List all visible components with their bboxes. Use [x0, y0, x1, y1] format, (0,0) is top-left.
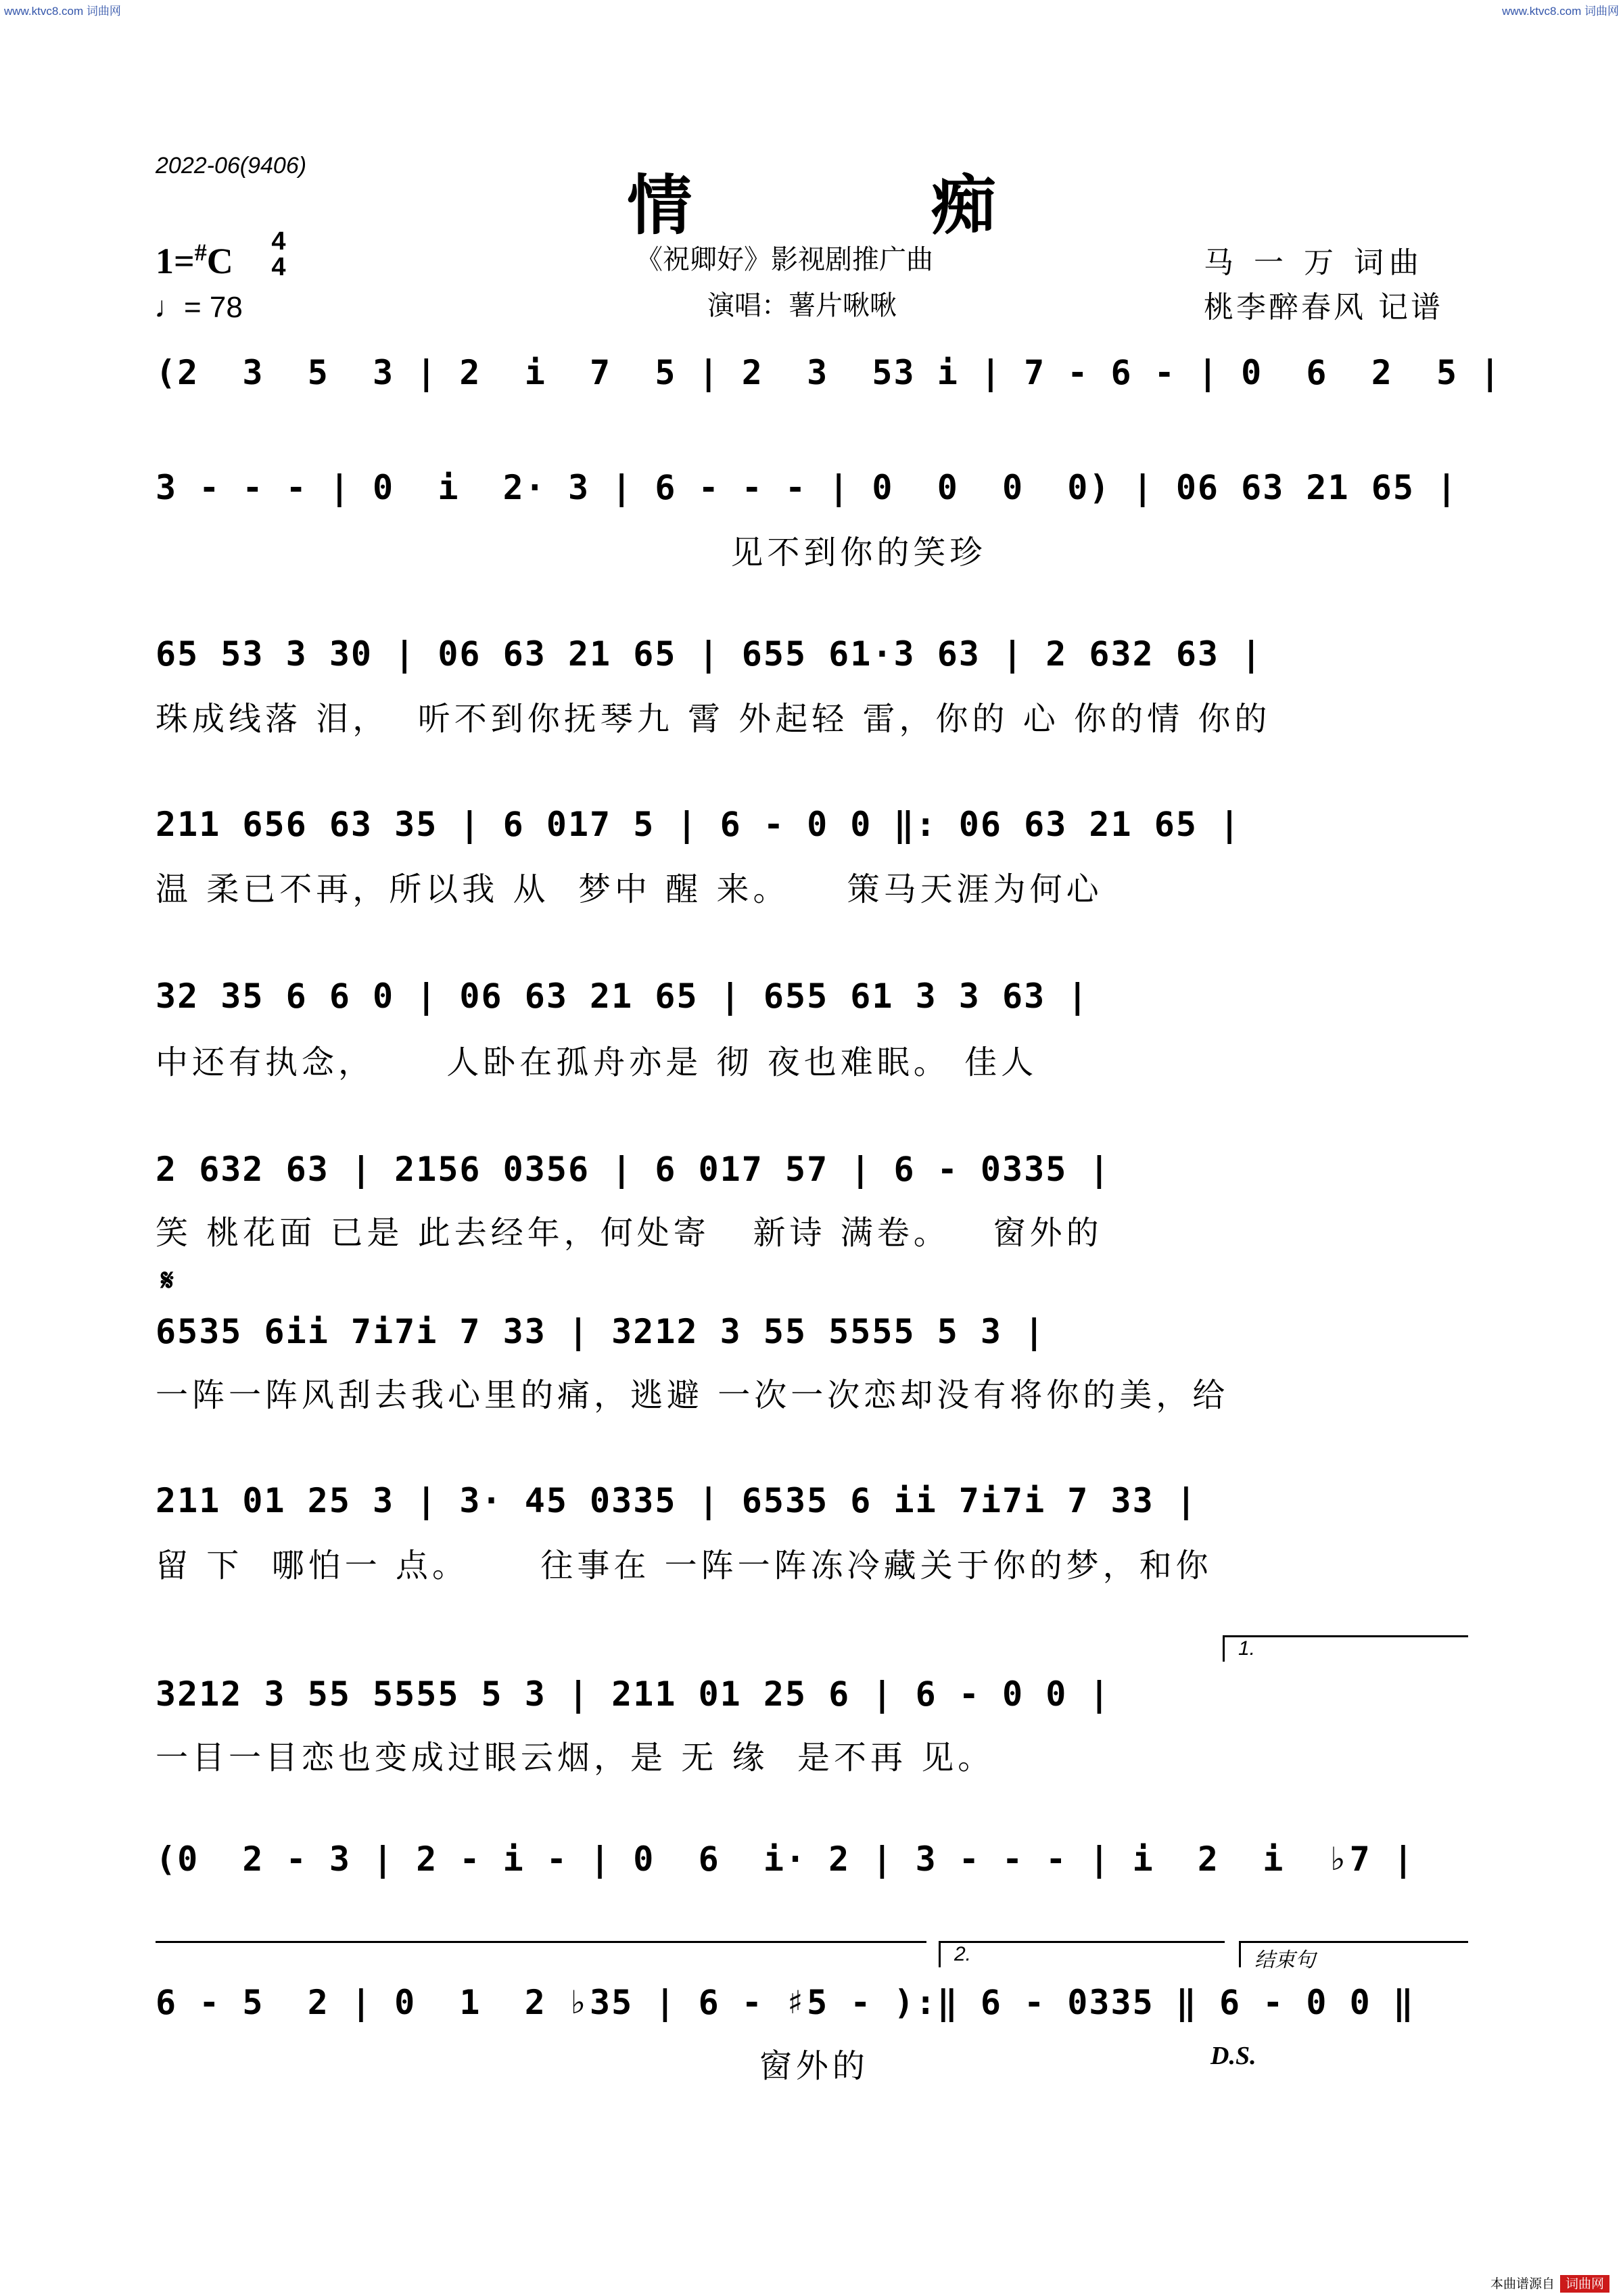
segno-sign: 𝄋	[161, 1263, 174, 1298]
song-title: 情 痴	[627, 168, 1104, 243]
time-signature-bottom: 4	[271, 253, 286, 281]
lyric-line-2: 见不到你的笑珍	[156, 534, 987, 571]
second-ending-bracket: 2.	[939, 1941, 1225, 1967]
date-code: 2022-06(9406)	[156, 153, 307, 179]
singer: 演唱：薯片啾啾	[707, 290, 897, 321]
notation-line-9: 3212 3 55 5555 5 3 | 211 01 25 6 | 6 - 0 0 |	[156, 1674, 1111, 1714]
transcriber-credit: 桃李醉春风 记谱	[1204, 290, 1443, 325]
composer-credit: 马 一 万 词曲	[1204, 245, 1424, 280]
notation-line-2: 3 - - - | 0 i 2· 3 | 6 - - - | 0 0 0 0) | 06 63 21 65 |	[156, 468, 1459, 507]
ending-phrase-bracket: 结束句	[1239, 1941, 1468, 1967]
notation-line-10: (0 2 - 3 | 2 - i - | 0 6 i· 2 | 3 - - - | i 2 i ♭7 |	[156, 1840, 1415, 1879]
tempo-marking: ♩= 78	[154, 291, 243, 324]
site-watermark-right: www.ktvc8.com 词曲网	[1502, 5, 1619, 18]
lyric-line-6: 笑 桃花面 已是 此去经年，何处寄 新诗 满卷。 窗外的	[156, 1214, 1103, 1252]
footer-site-badge: 词曲网	[1560, 2275, 1609, 2293]
footer-source: 本曲谱源自 词曲网	[1490, 2274, 1609, 2292]
notation-line-3: 65 53 3 30 | 06 63 21 65 | 655 61·3 63 | 2 632 63 |	[156, 634, 1263, 674]
notation-line-8: 211 01 25 3 | 3· 45 0335 | 6535 6 ii 7i7i 7 33 |	[156, 1481, 1198, 1520]
lyric-line-5: 中还有执念， 人卧在孤舟亦是 彻 夜也难眠。 佳人	[156, 1044, 1038, 1081]
sharp-sign: #	[194, 239, 207, 266]
lyric-line-7: 一阵一阵风刮去我心里的痛，逃避 一次一次恋却没有将你的美，给	[156, 1376, 1229, 1414]
lyric-line-3: 珠成线落 泪， 听不到你抚琴九 霄 外起轻 雷，你的 心 你的情 你的	[156, 700, 1271, 738]
repeat-bracket-line	[156, 1941, 926, 1943]
subtitle: 《祝卿好》影视剧推广曲	[636, 244, 933, 275]
quarter-note-icon: ♩	[154, 291, 184, 324]
site-watermark-left: www.ktvc8.com 词曲网	[4, 5, 121, 18]
notation-line-5: 32 35 6 6 0 | 06 63 21 65 | 655 61 3 3 63 |	[156, 977, 1089, 1016]
notation-line-1: (2 3 5 3 | 2 i 7 5 | 2 3 53 i | 7 - 6 - | 0 6 2 5 |	[156, 353, 1502, 392]
key-signature: 1=#C	[156, 239, 233, 281]
notation-line-11: 6 - 5 2 | 0 1 2 ♭35 | 6 - ♯5 - ):‖ 6 - 0335 ‖ 6 - 0 0 ‖	[156, 1983, 1415, 2022]
time-signature-top: 4	[271, 227, 286, 256]
lyric-line-9: 一目一目恋也变成过眼云烟，是 无 缘 是不再 见。	[156, 1739, 995, 1777]
lyric-line-8: 留 下 哪怕一 点。 往事在 一阵一阵冻冷藏关于你的梦，和你	[156, 1547, 1213, 1585]
dal-segno-mark: D.S.	[1210, 2042, 1256, 2070]
first-ending-bracket: 1.	[1223, 1635, 1468, 1662]
notation-line-6: 2 632 63 | 2156 0356 | 6 017 57 | 6 - 0335 |	[156, 1150, 1111, 1189]
notation-line-7: 6535 6ii 7i7i 7 33 | 3212 3 55 5555 5 3 |	[156, 1312, 1046, 1351]
time-signature	[265, 229, 292, 280]
notation-line-4: 211 656 63 35 | 6 017 5 | 6 - 0 0 ‖: 06 63 21 65 |	[156, 805, 1242, 844]
lyric-line-11: 窗外的	[156, 2047, 869, 2085]
lyric-line-4: 温 柔已不再，所以我 从 梦中 醒 来。 策马天涯为何心	[156, 870, 1103, 908]
